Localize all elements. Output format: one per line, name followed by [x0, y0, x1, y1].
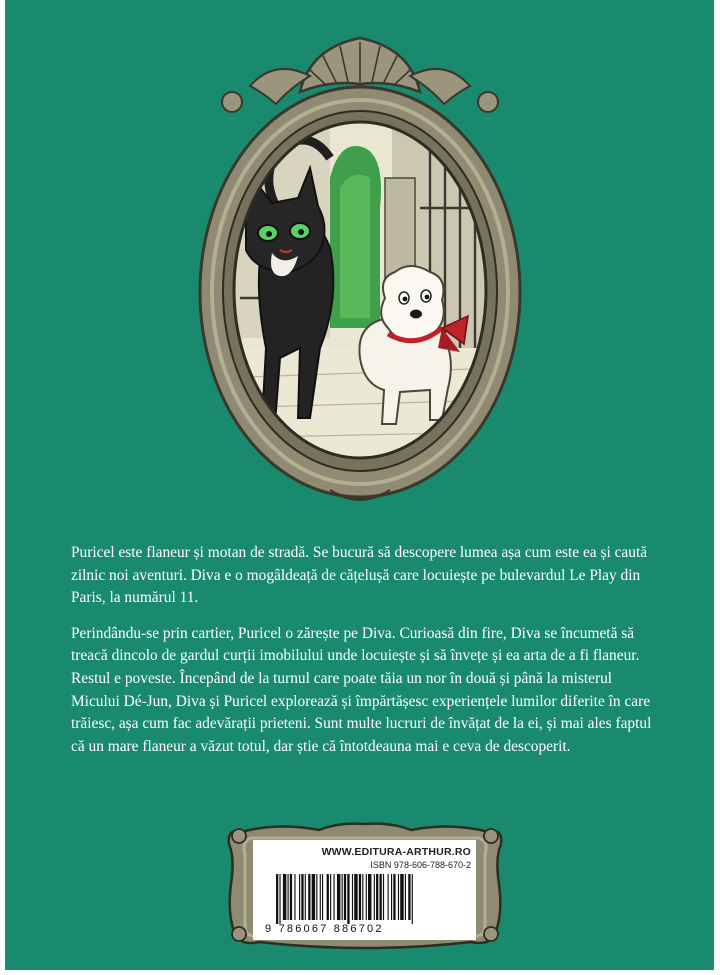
barcode-bar: [374, 874, 375, 920]
barcode-bar: [393, 874, 395, 920]
barcode-digits: 9 786067 886702: [265, 923, 384, 935]
blurb-paragraph-1: Puricel este flaneur și motan de stradă. Se bucură să descopere lumea așa cum este ea și caută zilnic noi aventuri. Diva e o mogâldeață de cățelușă care locuiește pe bulevardul Le Play din Paris, la numărul 11.: [71, 544, 648, 607]
barcode-bar: [398, 874, 399, 920]
barcode-graphic: [275, 874, 465, 924]
barcode-bar: [276, 874, 278, 924]
barcode-bar: [322, 874, 323, 920]
barcode-bar: [366, 874, 367, 920]
barcode-bar: [388, 874, 389, 920]
barcode-bar: [352, 874, 353, 920]
book-blurb: [71, 542, 656, 771]
barcode-bar: [359, 874, 361, 920]
barcode-label: [253, 840, 476, 940]
barcode-bar: [408, 874, 410, 920]
barcode-bar: [320, 874, 321, 920]
barcode-bar: [288, 874, 289, 920]
barcode-bar: [312, 874, 315, 920]
ornate-oval-frame: [180, 28, 540, 503]
barcode-bar: [308, 874, 310, 920]
barcode-bar: [330, 874, 331, 920]
barcode-bar: [412, 874, 413, 924]
barcode-bar: [327, 874, 329, 920]
barcode-bar: [362, 874, 363, 920]
barcode-bar: [354, 874, 357, 920]
barcode-bar: [334, 874, 335, 920]
blurb-paragraph-2: Perindându-se prin cartier, Puricel o zărește pe Diva. Curioasă din fire, Diva se încumetă să treacă dincolo de gardul curții imobilului unde locuiește și să învețe și ea arta de a fi flaneur. Restul e poveste. Începând de la turnul care poate tăia un nor în două și până la misterul Micului Dé-Jun, Diva și Puricel explorează și împărtășesc experiențele lumilor diferite în care trăiesc, așa cum fac adevărații prieteni. Sunt multe lucruri de învățat de la ei, și mai ales faptul că un mare flaneur a văzut totul, dar știe că întotdeauna mai e ceva de descoperit.: [71, 624, 652, 755]
barcode-bar: [380, 874, 382, 920]
frame-svg: [180, 28, 540, 503]
barcode-label-frame: [221, 818, 508, 950]
barcode-bar: [347, 874, 349, 924]
barcode-bar: [383, 874, 384, 920]
barcode-bar: [391, 874, 392, 920]
barcode-bar: [294, 874, 295, 920]
isbn-text: ISBN 978-606-788-670-2: [370, 860, 471, 870]
barcode-bar: [376, 874, 378, 920]
barcode-bar: [337, 874, 340, 920]
barcode-bar: [342, 874, 343, 920]
barcode-bar: [400, 874, 403, 920]
barcode-bar: [299, 874, 300, 920]
barcode-bar: [305, 874, 306, 920]
barcode-bar: [316, 874, 317, 920]
barcode-bar: [279, 874, 280, 924]
barcode-bar: [283, 874, 286, 920]
barcode-bar: [290, 874, 292, 920]
barcode-bar: [301, 874, 303, 920]
barcode-bar: [344, 874, 346, 920]
barcode-bar: [368, 874, 371, 920]
barcode-bar: [405, 874, 406, 920]
publisher-website: WWW.EDITURA-ARTHUR.RO: [321, 846, 471, 858]
